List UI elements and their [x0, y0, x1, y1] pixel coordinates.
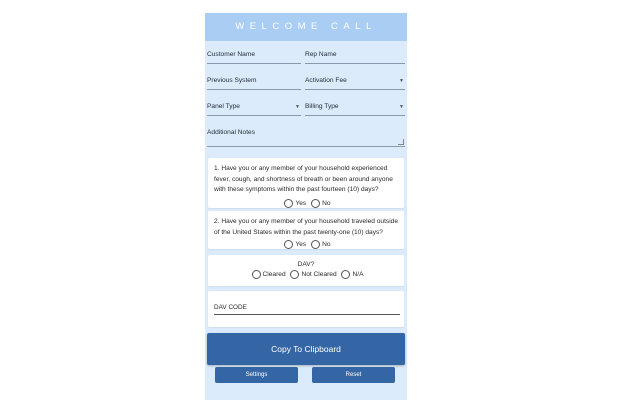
question-2-text: 2. Have you or any member of your household traveled outside of the United States within the past twenty-one (10) days? [214, 218, 398, 236]
radio-not-cleared[interactable] [290, 270, 299, 279]
reset-button[interactable]: Reset [312, 367, 395, 383]
billing-type-label: Billing Type [305, 103, 339, 110]
panel-header: WELCOME CALL [205, 13, 407, 41]
radio-yes[interactable] [284, 199, 293, 208]
option-not-cleared-label: Not Cleared [301, 271, 337, 278]
radio-cleared[interactable] [252, 270, 261, 279]
settings-button[interactable]: Settings [215, 367, 298, 383]
radio-na[interactable] [341, 270, 350, 279]
welcome-call-panel [205, 13, 407, 400]
row-names [207, 49, 405, 65]
question-2-options [208, 240, 404, 249]
caret-down-icon: ▼ [399, 104, 404, 110]
copy-to-clipboard-button[interactable]: Copy To Clipboard [207, 333, 405, 365]
activation-fee-select[interactable] [305, 75, 405, 90]
rep-name-label: Rep Name [305, 51, 337, 58]
radio-no[interactable] [311, 199, 320, 208]
option-na-label: N/A [352, 271, 364, 278]
option-yes-label: Yes [295, 199, 307, 207]
row-system [207, 75, 405, 91]
caret-down-icon: ▼ [295, 104, 300, 110]
question-card-1 [208, 158, 404, 208]
row-panel [207, 101, 405, 117]
dav-options [208, 270, 404, 279]
question-1-text: 1. Have you or any member of your household experienced fever, cough, and shortness of breath or been around anyone with these symptoms within the past fourteen (10) days? [214, 165, 393, 193]
rep-name-field[interactable] [305, 49, 405, 64]
customer-name-label: Customer Name [207, 51, 256, 58]
dav-code-input[interactable] [214, 302, 400, 315]
dav-card [208, 255, 404, 286]
previous-system-field[interactable] [207, 75, 301, 90]
additional-notes-textarea[interactable] [207, 128, 405, 147]
option-yes-label: Yes [295, 241, 307, 248]
radio-yes[interactable] [284, 240, 293, 249]
dav-code-placeholder: DAV CODE [214, 304, 247, 311]
question-1-options [208, 199, 404, 208]
caret-down-icon: ▼ [399, 78, 404, 84]
option-no-label: No [322, 241, 331, 248]
billing-type-select[interactable] [305, 101, 405, 116]
additional-notes-label: Additional Notes [207, 129, 256, 136]
textarea-resize-icon[interactable] [398, 139, 404, 145]
previous-system-label: Previous System [207, 77, 257, 84]
panel-type-select[interactable] [207, 101, 301, 116]
radio-no[interactable] [311, 240, 320, 249]
dav-code-card [208, 291, 404, 327]
dav-title: DAV? [297, 261, 315, 268]
option-cleared-label: Cleared [262, 271, 286, 278]
panel-type-label: Panel Type [207, 103, 240, 110]
activation-fee-label: Activation Fee [305, 77, 347, 84]
option-no-label: No [322, 199, 331, 207]
customer-name-field[interactable] [207, 49, 301, 64]
question-card-2 [208, 211, 404, 249]
